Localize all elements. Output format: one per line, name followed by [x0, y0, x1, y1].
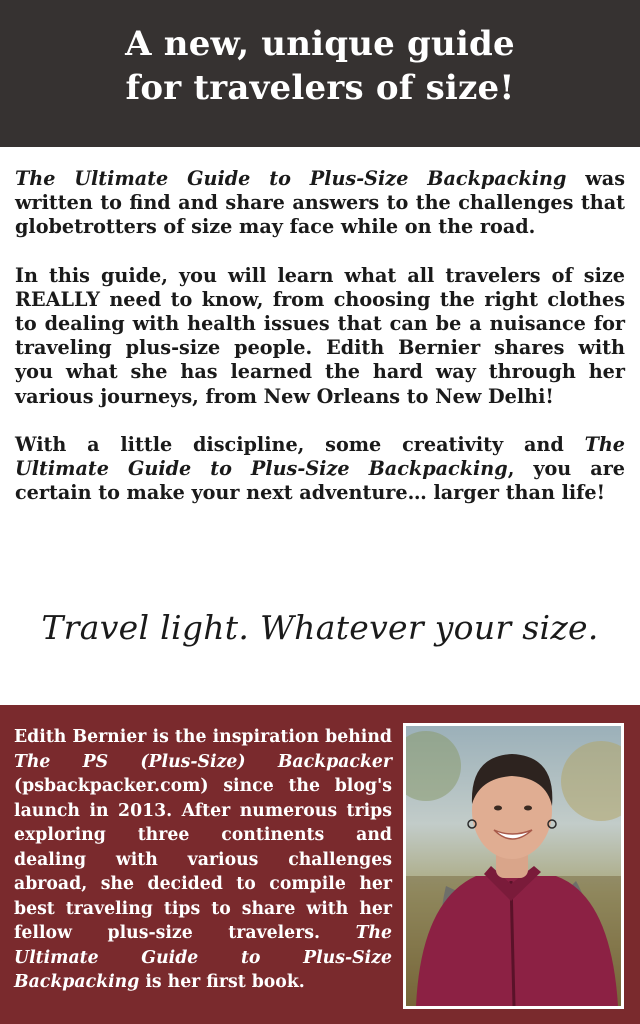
header-banner: [0, 0, 640, 147]
author-photo: [406, 726, 621, 1006]
intro-paragraph-3-end: , you are certain to make your next adventure… larger than life!: [15, 457, 626, 505]
blog-name: The PS (Plus-Size) Backpacker: [14, 751, 392, 772]
book-title: The Ultimate Guide to Plus-Size Backpacking: [15, 432, 625, 481]
book-title: The Ultimate Guide to Plus-Size Backpacking: [15, 167, 567, 190]
intro-paragraph-1: [15, 167, 625, 240]
tagline: Travel light. Whatever your size.: [41, 608, 599, 647]
intro-paragraph-2: In this guide, you will learn what all travelers of size REALLY need to know, from choosing the right clothes to dealing with health issues that can be a nuisance for traveling plus-size people. Edith Bernier shares with you what she has learned the hard way through her various journeys, from New Orleans to New Delhi!: [15, 263, 625, 408]
intro-paragraph-1-text: was written to find and share answers to the challenges that globetrotters of size may face while on the road.: [15, 167, 625, 239]
headline-line-2: for travelers of size!: [125, 68, 515, 108]
intro-paragraph-3-start: With a little discipline, some creativity and: [15, 432, 585, 456]
book-title: The Ultimate Guide to Plus-Size Backpacking: [14, 923, 392, 992]
author-photo-frame: [403, 723, 624, 1009]
intro-paragraph-3: [15, 433, 625, 506]
bio-text-3: is her first book.: [139, 972, 305, 992]
bio-text-2: (psbackpacker.com) since the blog's launch in 2013. After numerous trips exploring three continents and dealing with various challenges abroad, she decided to compile her best traveling tips to share with her fellow plus-size travelers.: [14, 776, 392, 943]
author-bio: [14, 725, 392, 995]
headline-line-1: A new, unique guide: [125, 24, 515, 64]
book-description: [15, 167, 625, 529]
bio-text-1: Edith Bernier is the inspiration behind: [14, 727, 392, 747]
author-bio-section: [0, 705, 640, 1024]
author-portrait-illustration: [406, 726, 621, 1006]
